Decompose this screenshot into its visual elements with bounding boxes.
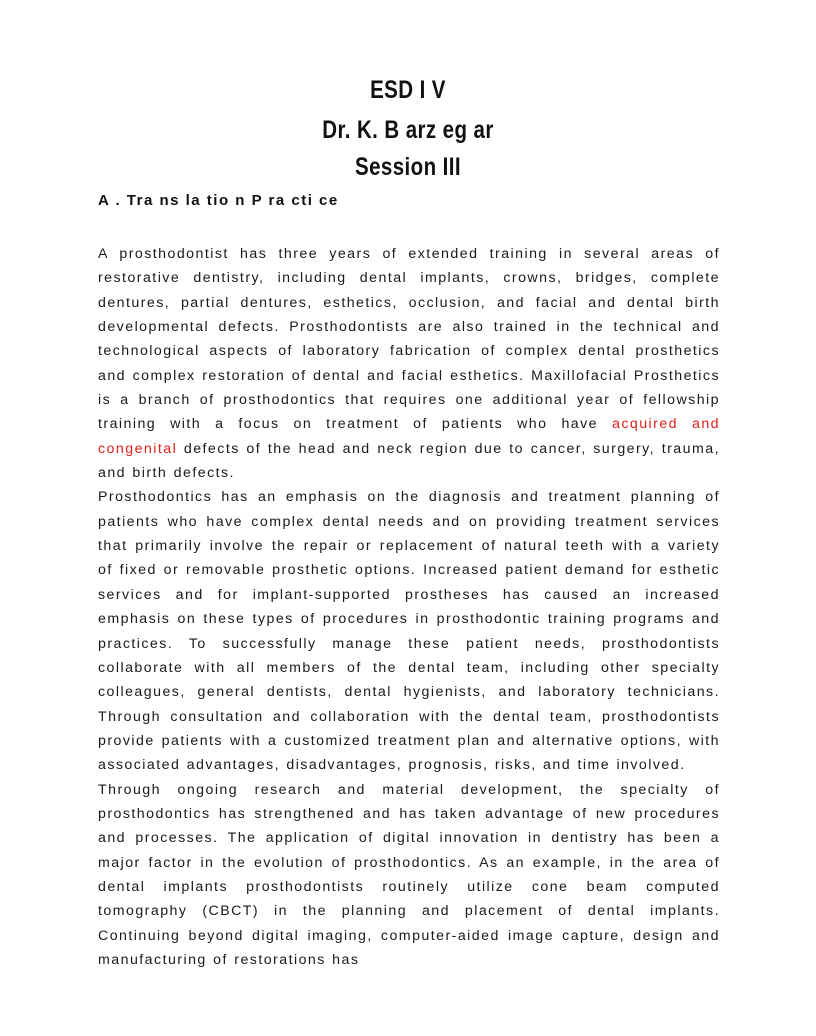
course-title: ESD I V (370, 76, 446, 104)
paragraph-3: Through ongoing research and material development, the specialty of prosthodontics has strengthened and has taken advantage of new procedures and processes. The application of digital innovation in dentistry has been a major factor in the evolution of prosthodontics. As an example, in the area of dental implants prosthodontists routinely utilize cone beam computed tomography (CBCT) in the planning and placement of dental implants. Continuing beyond digital imaging, computer-aided image capture, design and manufacturing of restorations has (98, 781, 720, 968)
section-heading: A . Tra ns la tio n P ra cti ce (98, 192, 339, 209)
session-title: Session III (355, 153, 461, 181)
instructor-name: Dr. K. B arz eg ar (322, 116, 494, 144)
paragraph-1-text-after: defects of the head and neck region due to cancer, surgery, trauma, and birth defects. (98, 440, 720, 482)
highlighted-phrase: acquired and congenital (98, 416, 720, 457)
paragraph-1-text-before: A prosthodontist has three years of extended training in several areas of restorative dentistry, including dental implants, crowns, bridges, complete dentures, partial dentures, esthetics, occlusion, and facial and dental birth developmental defects. Prosthodontists are also trained in the technical and technological aspects of laboratory fabrication of complex dental prosthetics and complex restoration of dental and facial esthetics. Maxillofacial Prosthetics is a branch of prosthodontics that requires one additional year of fellowship training with a focus on treatment of patients who have (98, 246, 720, 433)
body-text (98, 242, 720, 972)
paragraph-1 (98, 242, 720, 485)
paragraph-2: Prosthodontics has an emphasis on the diagnosis and treatment planning of patients who have complex dental needs and on providing treatment services that primarily involve the repair or replacement of natural teeth with a variety of fixed or removable prosthetic options. Increased patient demand for esthetic services and for implant-supported prostheses has caused an increased emphasis on these types of procedures in prosthodontic training programs and practices. To successfully manage these patient needs, prosthodontists collaborate with all members of the dental team, including other specialty colleagues, general dentists, dental hygienists, and laboratory technicians. Through consultation and collaboration with the dental team, prosthodontists provide patients with a customized treatment plan and alternative options, with associated advantages, disadvantages, prognosis, risks, and time involved. (98, 489, 720, 774)
